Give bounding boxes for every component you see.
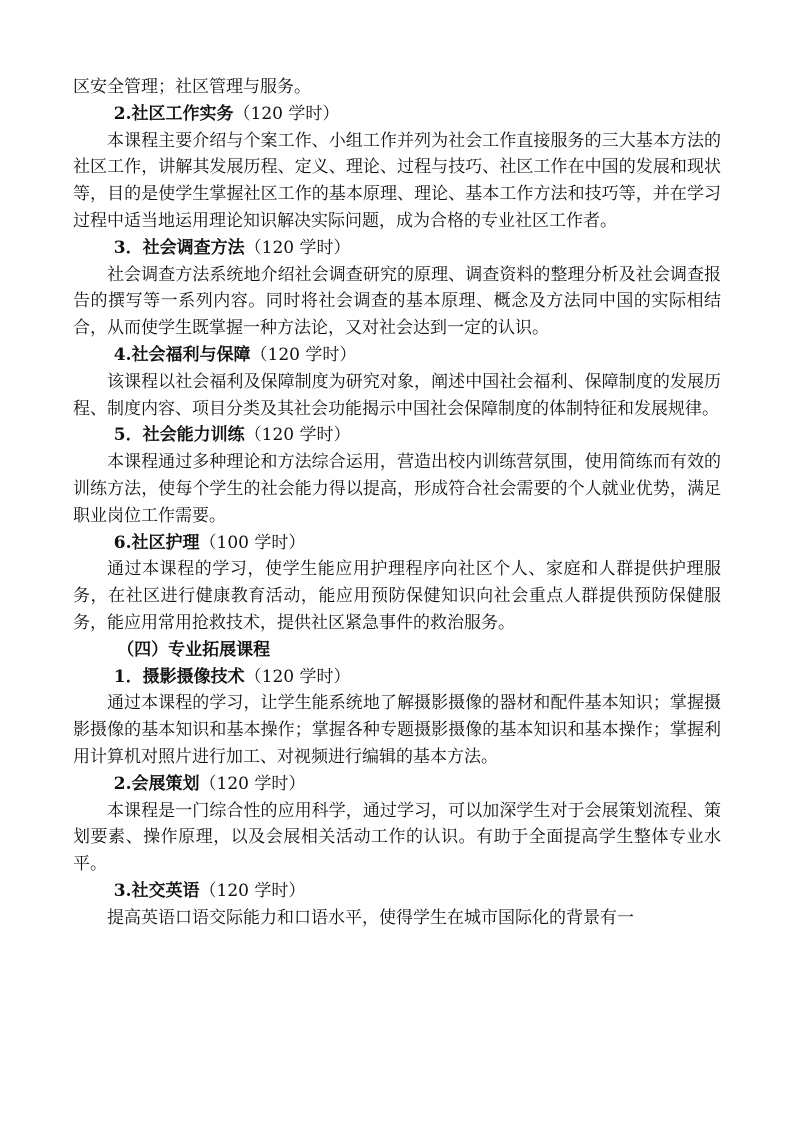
course-block-community-work: [73, 101, 721, 235]
course-block-social-ability: [73, 422, 721, 529]
course-title: 社区护理: [131, 532, 200, 553]
course-heading: [73, 422, 721, 449]
course-heading: [73, 530, 721, 557]
course-title: 社交英语: [131, 880, 200, 901]
course-block-exhibition-planning: [73, 771, 721, 878]
course-description: 通过本课程的学习，使学生能应用护理程序向社区个人、家庭和人群提供护理服务，在社区进行健康教育活动，能应用预防保健知识向社会重点人群提供预防保健服务，能应用常用抢救技术，提供社区紧急事件的救治服务。: [73, 559, 721, 633]
course-title: 社区工作实务: [131, 103, 234, 124]
course-title: 会展策划: [131, 773, 200, 794]
course-number: 3．: [113, 237, 143, 258]
course-heading: [73, 235, 721, 262]
course-description: 本课程主要介绍与个案工作、小组工作并列为社会工作直接服务的三大基本方法的社区工作，讲解其发展历程、定义、理论、过程与技巧、社区工作在中国的发展和现状等，目的是使学生掌握社区工作的基本原理、理论、基本工作方法和技巧等，并在学习过程中适当地运用理论知识解决实际问题，成为合格的专业社区工作者。: [73, 130, 721, 231]
course-number: 6.: [113, 532, 132, 553]
course-title: 社会能力训练: [142, 425, 245, 446]
course-hours: （120 学时）: [244, 237, 351, 258]
course-description: 本课程通过多种理论和方法综合运用，营造出校内训练营氛围，使用简练而有效的训练方法，使每个学生的社会能力得以提高，形成符合社会需要的个人就业优势，满足职业岗位工作需要。: [73, 452, 721, 526]
course-hours: （120 学时）: [199, 880, 306, 901]
course-number: 4.: [113, 344, 132, 365]
course-block-social-english: [73, 878, 721, 932]
section-heading: （四）专业拓展课程: [117, 639, 271, 660]
course-description: 提高英语口语交际能力和口语水平，使得学生在城市国际化的背景有一: [107, 907, 634, 928]
course-number: 5．: [113, 425, 143, 446]
course-hours: （120 学时）: [199, 773, 306, 794]
course-number: 3.: [113, 880, 132, 901]
course-description: 本课程是一门综合性的应用科学，通过学习，可以加深学生对于会展策划流程、策划要素、操作原理，以及会展相关活动工作的认识。有助于全面提高学生整体专业水平。: [73, 800, 721, 875]
course-hours: （120 学时）: [244, 666, 351, 687]
course-title: 社会调查方法: [142, 237, 245, 258]
course-number: 2.: [113, 103, 132, 124]
course-heading: [73, 771, 721, 798]
course-hours: （120 学时）: [233, 103, 340, 124]
course-number: 1．: [113, 666, 143, 687]
course-heading: [73, 664, 721, 691]
course-heading: [73, 878, 721, 905]
course-block-social-survey: [73, 235, 721, 342]
course-hours: （100 学时）: [199, 532, 306, 553]
intro-tail-paragraph: 区安全管理；社区管理与服务。: [73, 77, 311, 97]
course-heading: [73, 342, 721, 369]
course-description: 通过本课程的学习，让学生能系统地了解摄影摄像的器材和配件基本知识；掌握摄影摄像的基本知识和基本操作；掌握各种专题摄影摄像的基本知识和基本操作；掌握利用计算机对照片进行加工、对视频进行编辑的基本方法。: [73, 693, 721, 767]
course-heading: [73, 101, 721, 128]
course-hours: （120 学时）: [244, 425, 351, 446]
course-description: 该课程以社会福利及保障制度为研究对象，阐述中国社会福利、保障制度的发展历程、制度内容、项目分类及其社会功能揭示中国社会保障制度的体制特征和发展规律。: [73, 371, 721, 419]
course-block-photography: [73, 664, 721, 771]
course-number: 2.: [113, 773, 132, 794]
course-block-community-nursing: [73, 530, 721, 637]
course-title: 社会福利与保障: [131, 344, 251, 365]
course-title: 摄影摄像技术: [142, 666, 245, 687]
document-page: [73, 74, 721, 932]
course-hours: （120 学时）: [250, 344, 357, 365]
course-block-social-welfare: [73, 342, 721, 422]
course-description: 社会调查方法系统地介绍社会调查研究的原理、调查资料的整理分析及社会调查报告的撰写等一系列内容。同时将社会调查的基本原理、概念及方法同中国的实际相结合，从而使学生既掌握一种方法论，又对社会达到一定的认识。: [73, 264, 721, 339]
